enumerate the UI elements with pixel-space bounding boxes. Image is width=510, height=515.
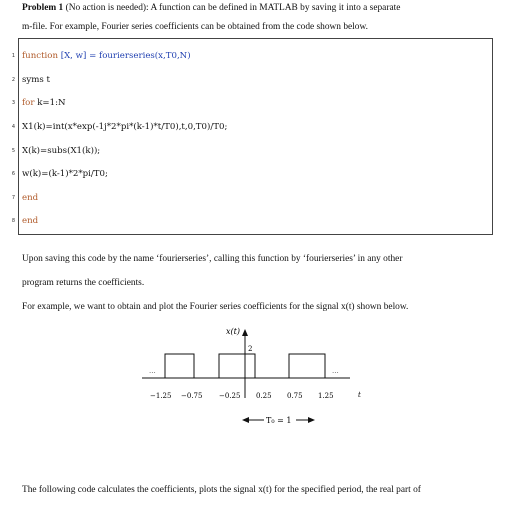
footer-line-1: The following code calculates the coefficients, plots the signal x(t) for the specified period, the real part of (22, 485, 421, 495)
after-code-line-2: program returns the coefficients. (22, 278, 145, 288)
ellipsis-right: ... (332, 367, 339, 375)
tick-label: 0.25 (256, 392, 272, 400)
amplitude-label: 2 (248, 345, 253, 353)
code-text: X1(k)=int(x*exp(-1j*2*pi*(k-1)*t/T0),t,0,T0)/T0; (22, 122, 228, 132)
arrow-right-icon (308, 417, 315, 423)
code-text: syms t (22, 75, 51, 85)
pulse-center-right (245, 354, 255, 378)
after-code-line-3: For example, we want to obtain and plot the Fourier series coefficients for the signal x(t) shown below. (22, 302, 409, 312)
signal-figure (0, 320, 510, 430)
code-line (11, 145, 492, 157)
code-keyword: function (22, 51, 58, 61)
intro-line-1-text: (No action is needed): A function can be defined in MATLAB by saving it into a separate (63, 3, 401, 13)
signal-plot (0, 320, 510, 430)
problem-label: Problem 1 (22, 3, 64, 13)
code-listing (11, 38, 493, 235)
code-text: k=1:N (34, 98, 66, 108)
line-number: 5 (11, 148, 15, 154)
code-line (11, 50, 492, 62)
tick-label: −0.75 (181, 392, 203, 400)
arrow-left-icon (242, 417, 249, 423)
line-number: 8 (11, 218, 15, 224)
intro-line-1 (22, 2, 400, 14)
code-text: X(k)=subs(X1(k)); (22, 146, 101, 156)
tick-label: 1.25 (318, 392, 334, 400)
x-axis-label: t (358, 391, 361, 399)
code-keyword: end (22, 193, 39, 203)
line-number: 4 (11, 124, 15, 130)
code-line (11, 215, 492, 227)
code-keyword: end (22, 216, 39, 226)
line-number: 2 (11, 77, 15, 83)
line-number: 3 (11, 100, 15, 106)
code-text: w(k)=(k-1)*2*pi/T0; (22, 169, 108, 179)
pulse-left (148, 354, 219, 378)
tick-label: −1.25 (150, 392, 172, 400)
code-line (11, 192, 492, 204)
intro-line-2: m-file. For example, Fourier series coefficients can be obtained from the code shown below. (22, 22, 368, 32)
pulse-center-left (219, 354, 245, 378)
code-line (11, 168, 492, 180)
y-axis-label: x(t) (226, 327, 240, 336)
line-number: 7 (11, 195, 15, 201)
line-number: 1 (11, 53, 15, 59)
y-axis-arrow-icon (242, 329, 248, 336)
line-number: 6 (11, 171, 15, 177)
tick-label: 0.75 (287, 392, 303, 400)
period-label: T₀ = 1 (266, 416, 292, 425)
code-line (11, 97, 492, 109)
ellipsis-left: ... (149, 367, 156, 375)
code-line (11, 121, 492, 133)
tick-label: −0.25 (219, 392, 241, 400)
code-keyword: for (22, 98, 35, 108)
code-line (11, 74, 492, 86)
code-text: [X, w] = fourierseries(x,T0,N) (57, 51, 191, 61)
after-code-line-1: Upon saving this code by the name ‘fourierseries’, calling this function by ‘fourierseries’ in any other (22, 254, 403, 264)
